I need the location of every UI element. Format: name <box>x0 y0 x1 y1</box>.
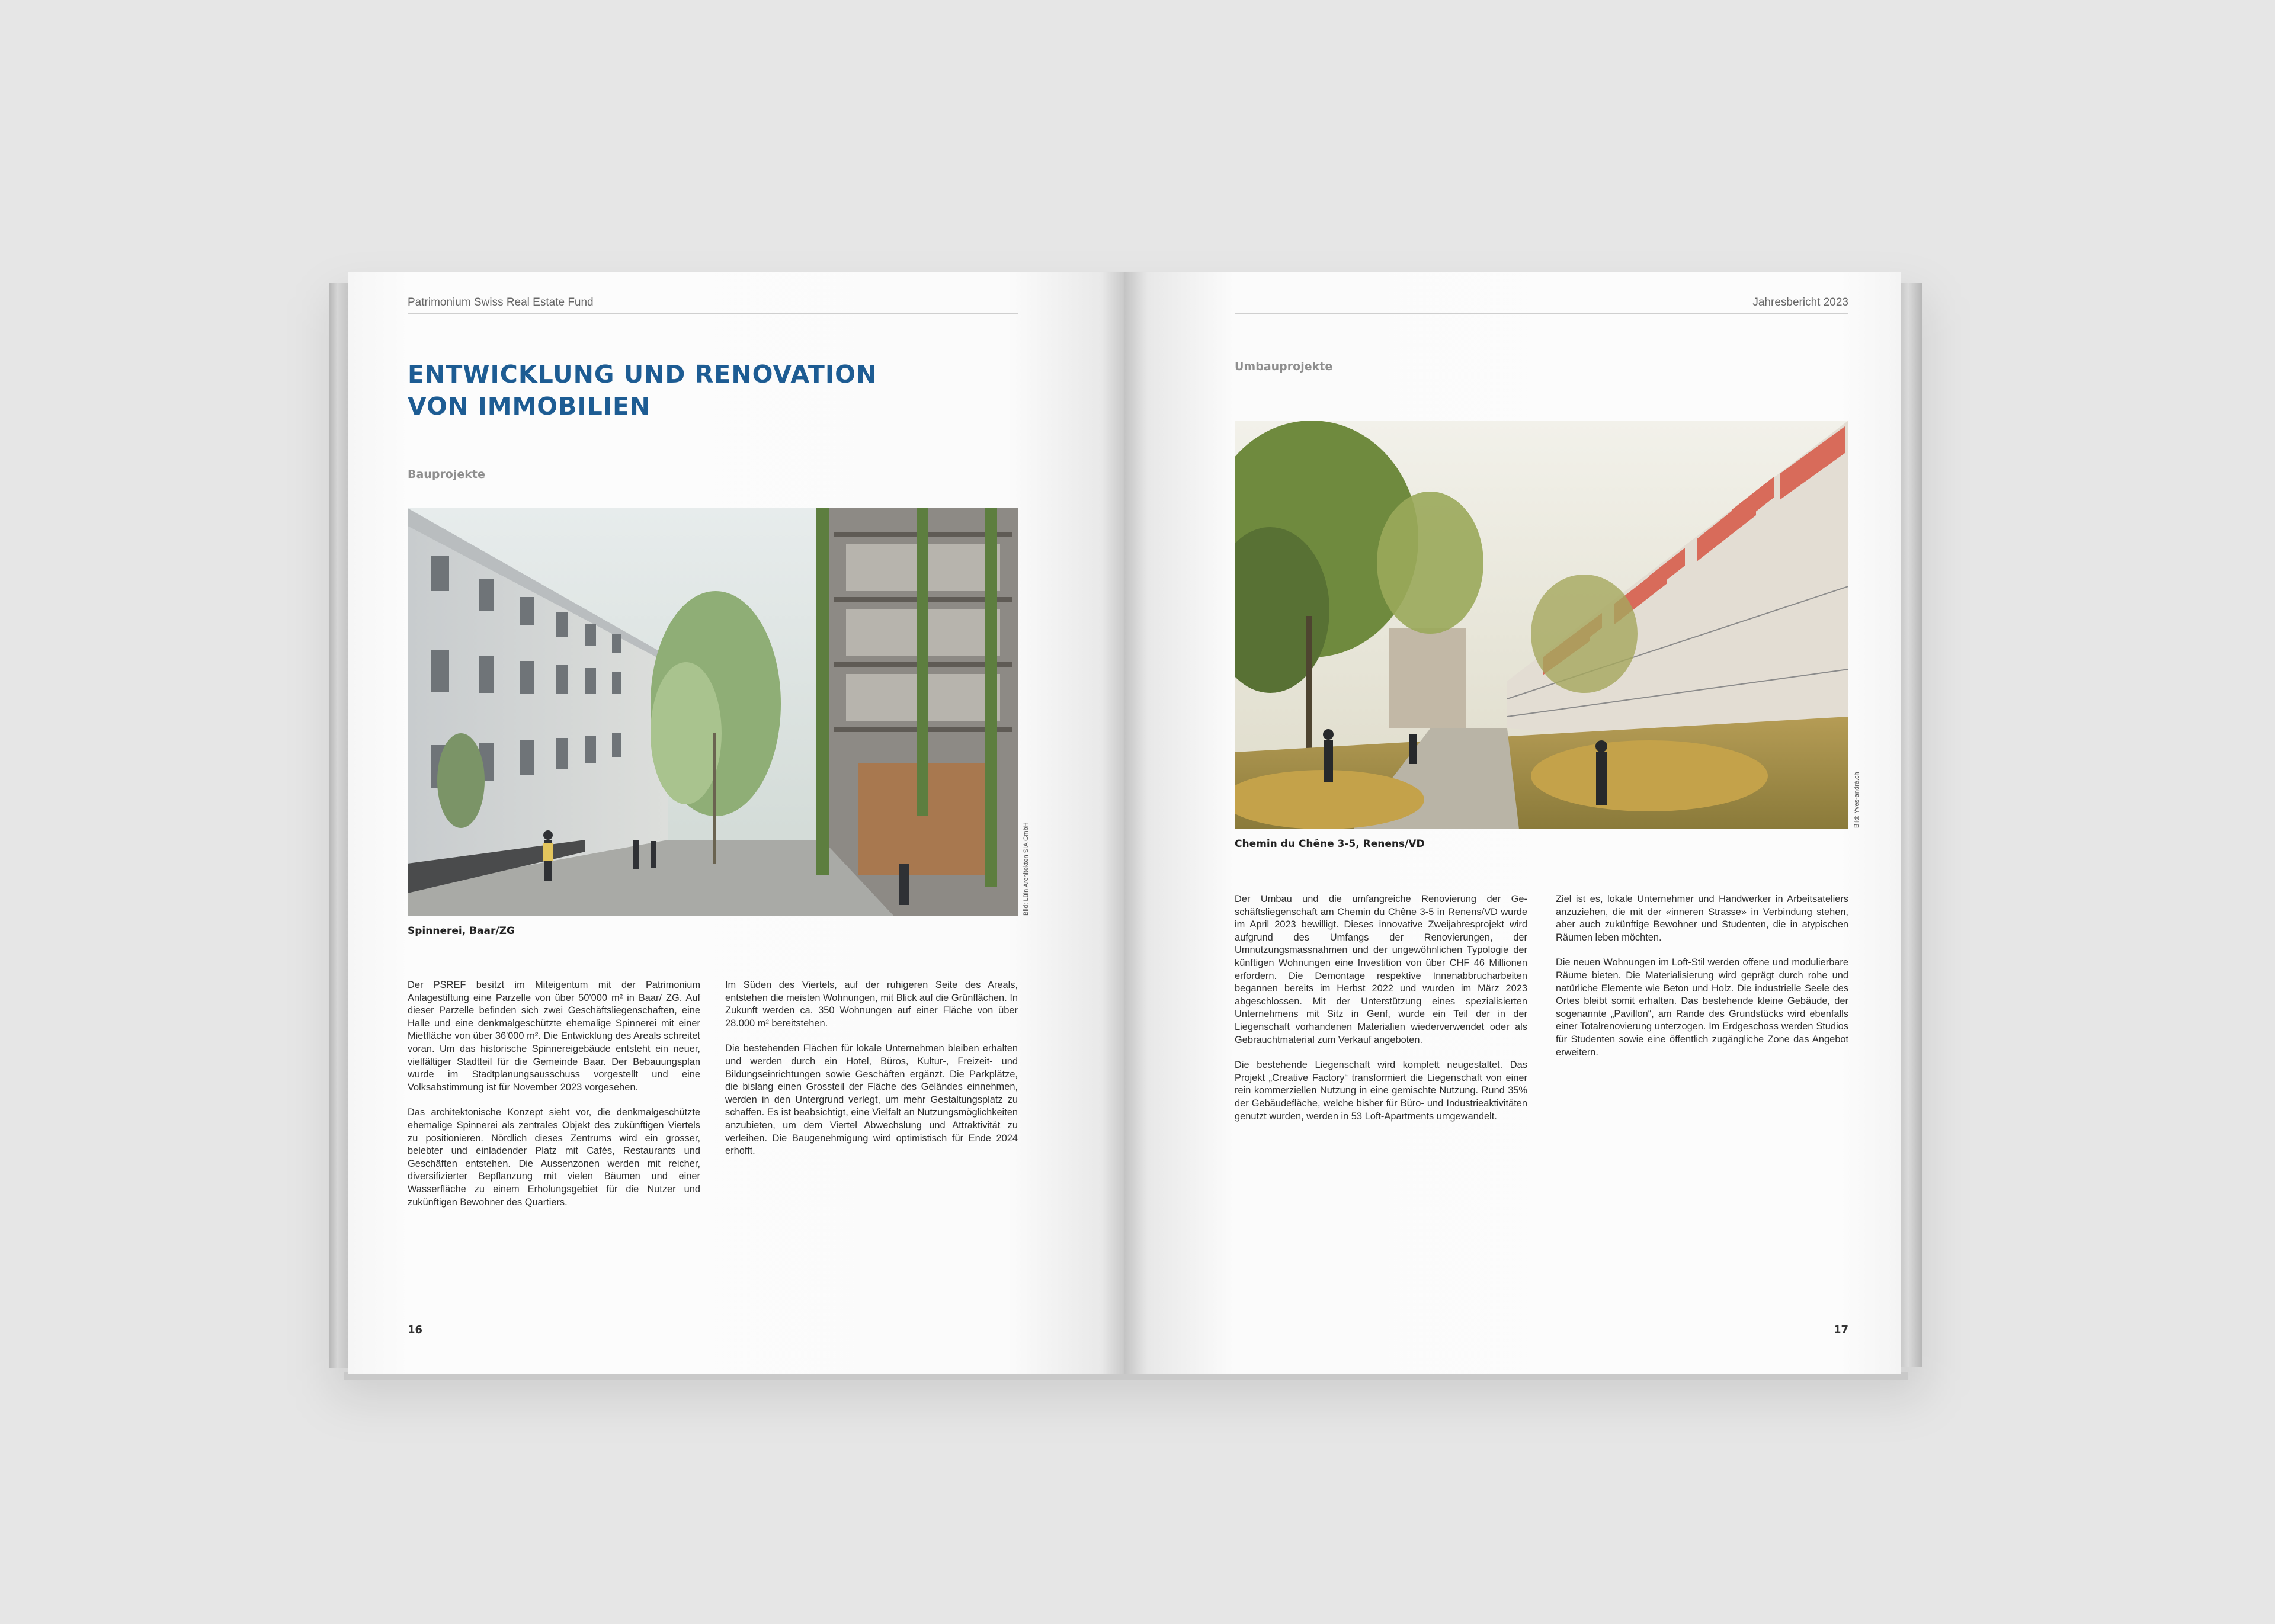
spinnerei-rendering <box>408 508 1018 916</box>
section-heading-bauprojekte: Bauprojekte <box>408 468 485 481</box>
photo-credit-left: Bild: Lüin Architekten SIA GmbH <box>1023 822 1030 916</box>
text-column-2-right <box>1556 893 1848 1071</box>
paragraph: Der PSREF besitzt im Miteigentum mit der Patrimonium Anlagestiftung eine Parzelle von über 50'000 m² in Baar/ ZG. Auf dieser Parzelle befinden sich zwei Geschäftsliegenschaften, eine Halle und eine denkmalgeschützte ehemalige Spinnerei mit einer Mietfläche von über 36'000 m². Die Entwicklung des Areals schreitet voran. Um das historische Spinnereigebäude entsteht ein neuer, vielfältiger Stadtteil für die Gemeinde Baar. Der Bebauungsplan wurde im Stadtplanungsausschuss vorgestellt und eine Volksabstimmung ist für November 2023 vorgesehen. <box>408 980 700 1093</box>
renens-rendering <box>1235 421 1848 829</box>
running-head-left: Patrimonium Swiss Real Estate Fund <box>408 296 594 309</box>
paragraph: Der Umbau und die umfangreiche Renovierung der Geschäftsliegenschaft am Chemin du Chêne 3-5 in Renens/VD wurde im April 2023 bewilligt. Dieses innovative Zweijahresprojekt wird aufgrund des Umfangs der Renovierungen, der Umnutzungsmassnahmen und der ungewöhnlichen Typologie der künftigen Wohnungen eine Investition von über CHF 46 Millionen erfordern. Die Demontage respektive Innenabbrucharbeiten begannen bereits im Herbst 2022 und wurden im März 2023 abgeschlossen. Mit der Unterstützung eines spezialisierten Unternehmens mit Sitz in Genf, wurde ein Teil der in der Liegenschaft vorhandenen Materialien wiederverwendet oder als Gebrauchtmaterial zum Verkauf angeboten. <box>1235 894 1527 1045</box>
page-number-right: 17 <box>1833 1324 1848 1336</box>
left-page <box>348 272 1124 1374</box>
caption-spinnerei: Spinnerei, Baar/ZG <box>408 925 515 937</box>
page-number-left: 16 <box>408 1324 423 1336</box>
paragraph: Das architektonische Konzept sieht vor, die denkmalgeschützte ehemalige Spinnerei als zentrales Objekt des zukünftigen Viertels zu positionieren. Nördlich dieses Zentrums wird ein grosser, belebter und einladender Platz mit Cafés, Restaurants und Geschäften entstehen. Die Aussenzonen werden mit reicher, diversifizierter Bepflanzung mit vielen Bäumen und einer Wasserfläche zu einem Erholungsgebiet für die Nutzer und zukünftigen Bewohner des Quartiers. <box>408 1107 700 1208</box>
text-column-2-left <box>725 979 1018 1170</box>
text-column-1-right <box>1235 893 1527 1135</box>
title-line-2: VON IMMOBILIEN <box>408 392 651 421</box>
spinnerei-image <box>408 508 1018 916</box>
running-head-right: Jahresbericht 2023 <box>1752 296 1848 309</box>
paragraph: Ziel ist es, lokale Unternehmer und Handwerker in Arbeitsateliers anzuziehen, die mit der «inneren Strasse» in Verbindung stehen, aber auch zukünftige Bewohner und Studenten, die in atypischen Räumen leben möchten. <box>1556 894 1848 943</box>
paragraph: Die bestehende Liegenschaft wird komplett neugestaltet. Das Projekt „Creative Factory“ transformiert die Liegenschaft von einer rein kommerziellen Nutzung in eine gemischte Nutzung. Rund 35% der Gebäudefläche, welche bisher für Büro- und Industrieaktivitäten genutzt wurden, werden in 53 Loft-Apartments umgewandelt. <box>1235 1060 1527 1122</box>
header-rule-left <box>408 313 1018 314</box>
paragraph: Die neuen Wohnungen im Loft-Stil werden offene und modulierbare Räume bieten. Die Materialisierung wird geprägt durch rohe und natürliche Elemente wie Beton und Holz. Die industrielle Seele des Ortes bleibt somit erhalten. Das bestehende kleine Gebäude, der sogenannte „Pavillon“, am Rande des Grundstücks wird ebenfalls einer Totalrenovierung unterzogen. Im Erdgeschoss werden Studios für Studenten sowie eine öffentlich zugängliche Zone das Angebot erweitern. <box>1556 957 1848 1058</box>
paragraph: Die bestehenden Flächen für lokale Unternehmen bleiben erhalten und werden durch ein Hotel, Büros, Kultur-, Freizeit- und Bildungseinrichtungen sowie Geschäften ergänzt. Die Parkplätze, die bislang einen Grossteil der Fläche des Geländes einnehmen, werden in den Untergrund verlegt, um mehr Gestaltungsplatz zu schaffen. Es ist beabsichtigt, eine Vielfalt an Nutzungsmöglichkeiten anzubieten, um dem Viertel Abwechslung und Attraktivität zu verleihen. Die Baugenehmigung wird optimistisch für Ende 2024 erhofft. <box>725 1043 1018 1157</box>
photo-credit-right: Bild: Yves-andré.ch <box>1853 772 1860 828</box>
section-heading-umbauprojekte: Umbauprojekte <box>1235 360 1333 373</box>
header-rule-right <box>1235 313 1848 314</box>
caption-renens: Chemin du Chêne 3-5, Renens/VD <box>1235 838 1425 850</box>
page-title <box>408 358 877 422</box>
text-column-1-left <box>408 979 700 1221</box>
paragraph: Im Süden des Viertels, auf der ruhigeren Seite des Areals, entstehen die meisten Wohnungen, mit Blick auf die Grünflächen. In Zukunft werden ca. 350 Wohnungen auf einer Fläche von über 28.000 m² bereitstehen. <box>725 980 1018 1029</box>
right-page <box>1124 272 1901 1374</box>
left-page-edge <box>329 283 350 1368</box>
right-page-edge <box>1899 283 1922 1367</box>
title-line-1: ENTWICKLUNG UND RENOVATION <box>408 360 877 389</box>
renens-image <box>1235 421 1848 829</box>
